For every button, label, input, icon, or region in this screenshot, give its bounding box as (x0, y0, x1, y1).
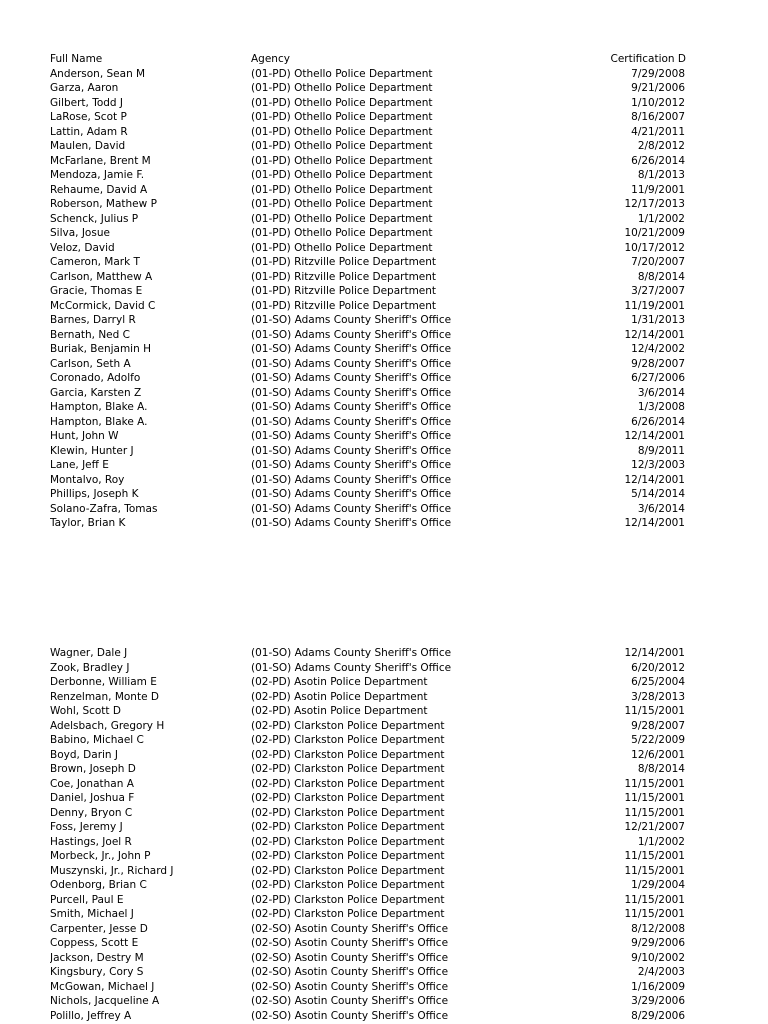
table-row (0, 704, 768, 719)
cell-certification-date: 1/1/2002 (637, 835, 685, 848)
cell-full-name: Kingsbury, Cory S (50, 966, 144, 978)
table-row (0, 400, 768, 415)
table-rows-bottom (0, 646, 768, 1023)
table-row (0, 719, 768, 734)
cell-agency: (01-SO) Adams County Sheriff's Office (251, 444, 452, 457)
table-row (0, 907, 768, 922)
cell-full-name: Buriak, Benjamin H (50, 343, 151, 355)
table-row (0, 342, 768, 357)
cell-full-name: Purcell, Paul E (50, 893, 124, 906)
cell-certification-date: 3/27/2007 (631, 285, 685, 297)
header-full-name: Full Name (50, 53, 103, 65)
cell-certification-date: 11/19/2001 (624, 299, 685, 312)
table-row (0, 516, 768, 531)
cell-agency: (01-PD) Othello Police Department (251, 96, 433, 109)
cell-agency: (01-PD) Othello Police Department (251, 82, 433, 94)
cell-certification-date: 1/3/2008 (637, 401, 685, 413)
cell-certification-date: 3/6/2014 (637, 386, 685, 399)
cell-agency: (02-PD) Clarkston Police Department (251, 864, 445, 877)
cell-agency: (01-PD) Othello Police Department (251, 67, 433, 80)
table-row (0, 415, 768, 430)
cell-certification-date: 2/8/2012 (637, 140, 685, 152)
table-row (0, 806, 768, 821)
table-row (0, 270, 768, 285)
table-row (0, 748, 768, 763)
table-row (0, 690, 768, 705)
cell-full-name: Phillips, Joseph K (50, 488, 139, 500)
cell-agency: (01-PD) Othello Police Department (251, 125, 433, 138)
cell-full-name: Adelsbach, Gregory H (50, 719, 165, 732)
cell-agency: (02-PD) Clarkston Police Department (251, 763, 445, 775)
cell-agency: (02-PD) Clarkston Police Department (251, 850, 445, 862)
cell-certification-date: 6/20/2012 (631, 661, 685, 674)
cell-certification-date: 1/16/2009 (631, 980, 685, 993)
header-row (0, 52, 768, 67)
cell-agency: (01-SO) Adams County Sheriff's Office (251, 401, 452, 413)
cell-full-name: Brown, Joseph D (50, 763, 136, 775)
cell-certification-date: 11/9/2001 (631, 183, 685, 196)
cell-certification-date: 7/29/2008 (631, 67, 685, 80)
cell-certification-date: 12/14/2001 (624, 328, 685, 341)
table-row (0, 168, 768, 183)
cell-agency: (01-SO) Adams County Sheriff's Office (251, 502, 452, 515)
cell-full-name: McFarlane, Brent M (50, 154, 151, 167)
cell-full-name: Smith, Michael J (50, 908, 134, 920)
cell-full-name: Jackson, Destry M (50, 951, 144, 964)
cell-certification-date: 11/15/2001 (624, 908, 685, 920)
cell-certification-date: 10/17/2012 (624, 241, 685, 254)
table-row (0, 96, 768, 111)
cell-agency: (02-PD) Clarkston Police Department (251, 719, 445, 732)
cell-certification-date: 1/29/2004 (631, 879, 685, 891)
table-row (0, 299, 768, 314)
cell-full-name: Denny, Bryon C (50, 806, 133, 819)
cell-full-name: Garza, Aaron (50, 82, 119, 94)
cell-agency: (01-SO) Adams County Sheriff's Office (251, 328, 452, 341)
table-row (0, 922, 768, 937)
cell-full-name: LaRose, Scot P (50, 111, 127, 123)
cell-full-name: Anderson, Sean M (50, 67, 146, 80)
cell-certification-date: 6/27/2006 (631, 372, 685, 384)
cell-full-name: Barnes, Darryl R (50, 314, 136, 326)
table-block-bottom (0, 646, 768, 1023)
cell-agency: (01-SO) Adams County Sheriff's Office (251, 517, 452, 529)
table-row (0, 458, 768, 473)
cell-agency: (01-PD) Ritzville Police Department (251, 256, 437, 268)
cell-full-name: Lane, Jeff E (50, 459, 109, 471)
cell-certification-date: 11/15/2001 (624, 864, 685, 877)
cell-agency: (01-SO) Adams County Sheriff's Office (251, 459, 452, 471)
cell-certification-date: 3/6/2014 (637, 502, 685, 515)
cell-agency: (02-PD) Clarkston Police Department (251, 835, 445, 848)
cell-certification-date: 12/14/2001 (624, 430, 685, 442)
cell-full-name: Gracie, Thomas E (50, 285, 143, 297)
table-row (0, 965, 768, 980)
cell-agency: (01-PD) Ritzville Police Department (251, 285, 437, 297)
cell-agency: (01-SO) Adams County Sheriff's Office (251, 357, 452, 370)
cell-full-name: McCormick, David C (50, 299, 156, 312)
cell-agency: (01-PD) Othello Police Department (251, 169, 433, 181)
cell-full-name: Muszynski, Jr., Richard J (50, 864, 174, 877)
table-row (0, 241, 768, 256)
cell-full-name: Coronado, Adolfo (50, 372, 141, 384)
cell-certification-date: 8/12/2008 (631, 922, 685, 935)
cell-agency: (01-SO) Adams County Sheriff's Office (251, 647, 452, 659)
cell-agency: (01-PD) Othello Police Department (251, 212, 433, 225)
cell-full-name: McGowan, Michael J (50, 980, 155, 993)
cell-full-name: Carlson, Seth A (50, 357, 131, 370)
cell-certification-date: 4/21/2011 (631, 125, 685, 138)
cell-full-name: Montalvo, Roy (50, 473, 125, 486)
cell-full-name: Zook, Bradley J (50, 661, 130, 674)
table-row (0, 154, 768, 169)
cell-certification-date: 8/8/2014 (637, 270, 685, 283)
cell-full-name: Klewin, Hunter J (50, 444, 134, 457)
table-row (0, 473, 768, 488)
table-rows-top (0, 67, 768, 531)
table-row (0, 980, 768, 995)
cell-agency: (01-PD) Othello Police Department (251, 154, 433, 167)
cell-certification-date: 8/8/2014 (637, 763, 685, 775)
cell-full-name: Coe, Jonathan A (50, 777, 134, 790)
table-row (0, 762, 768, 777)
table-row (0, 936, 768, 951)
cell-full-name: Silva, Josue (50, 227, 110, 239)
cell-full-name: Gilbert, Todd J (50, 96, 124, 109)
cell-agency: (01-PD) Othello Police Department (251, 227, 433, 239)
cell-agency: (01-PD) Othello Police Department (251, 183, 433, 196)
cell-agency: (01-SO) Adams County Sheriff's Office (251, 415, 452, 428)
cell-certification-date: 11/15/2001 (624, 777, 685, 790)
cell-full-name: Rehaume, David A (50, 183, 148, 196)
cell-agency: (02-PD) Clarkston Police Department (251, 748, 445, 761)
cell-certification-date: 11/15/2001 (624, 893, 685, 906)
table-row (0, 951, 768, 966)
cell-full-name: Babino, Michael C (50, 734, 144, 746)
cell-certification-date: 12/4/2002 (631, 343, 685, 355)
cell-full-name: Boyd, Darin J (50, 748, 119, 761)
cell-agency: (02-SO) Asotin County Sheriff's Office (251, 937, 449, 949)
cell-certification-date: 12/14/2001 (624, 647, 685, 659)
cell-certification-date: 5/14/2014 (631, 488, 685, 500)
table-row (0, 820, 768, 835)
header-agency: Agency (251, 53, 290, 65)
table-row (0, 994, 768, 1009)
cell-full-name: Odenborg, Brian C (50, 879, 147, 891)
cell-certification-date: 8/9/2011 (637, 444, 685, 457)
cell-agency: (01-SO) Adams County Sheriff's Office (251, 314, 452, 326)
cell-full-name: Mendoza, Jamie F. (50, 169, 145, 181)
cell-full-name: Lattin, Adam R (50, 125, 128, 138)
table-row (0, 849, 768, 864)
table-row (0, 864, 768, 879)
table-row (0, 386, 768, 401)
cell-agency: (02-SO) Asotin County Sheriff's Office (251, 995, 449, 1007)
table-row (0, 183, 768, 198)
table-row (0, 212, 768, 227)
cell-certification-date: 1/10/2012 (631, 96, 685, 109)
cell-agency: (02-SO) Asotin County Sheriff's Office (251, 980, 449, 993)
cell-agency: (02-PD) Asotin Police Department (251, 676, 428, 688)
table-row (0, 487, 768, 502)
cell-agency: (02-PD) Clarkston Police Department (251, 792, 445, 804)
table-block-top (0, 52, 768, 531)
cell-full-name: Nichols, Jacqueline A (50, 995, 160, 1007)
cell-full-name: Morbeck, Jr., John P (50, 850, 151, 862)
cell-agency: (02-PD) Clarkston Police Department (251, 777, 445, 790)
cell-certification-date: 12/14/2001 (624, 517, 685, 529)
cell-full-name: Wagner, Dale J (50, 647, 128, 659)
cell-certification-date: 11/15/2001 (624, 806, 685, 819)
cell-full-name: Derbonne, William E (50, 676, 157, 688)
cell-full-name: Renzelman, Monte D (50, 690, 159, 703)
cell-certification-date: 12/3/2003 (631, 459, 685, 471)
cell-certification-date: 12/6/2001 (631, 748, 685, 761)
table-row (0, 284, 768, 299)
cell-agency: (01-PD) Othello Police Department (251, 198, 433, 210)
cell-certification-date: 9/29/2006 (631, 937, 685, 949)
cell-agency: (02-PD) Clarkston Police Department (251, 879, 445, 891)
cell-full-name: Wohl, Scott D (50, 705, 121, 717)
table-row (0, 371, 768, 386)
cell-agency: (01-PD) Ritzville Police Department (251, 270, 437, 283)
table-row (0, 81, 768, 96)
cell-certification-date: 8/1/2013 (637, 169, 685, 181)
cell-certification-date: 6/25/2004 (631, 676, 685, 688)
cell-certification-date: 9/28/2007 (631, 719, 685, 732)
cell-full-name: Bernath, Ned C (50, 328, 130, 341)
cell-certification-date: 6/26/2014 (631, 415, 685, 428)
cell-certification-date: 9/28/2007 (631, 357, 685, 370)
cell-full-name: Cameron, Mark T (50, 256, 140, 268)
cell-full-name: Hampton, Blake A. (50, 401, 148, 413)
cell-agency: (01-SO) Adams County Sheriff's Office (251, 488, 452, 500)
table-row (0, 733, 768, 748)
table-row (0, 777, 768, 792)
table-row (0, 675, 768, 690)
cell-certification-date: 9/21/2006 (631, 82, 685, 94)
cell-full-name: Roberson, Mathew P (50, 198, 157, 210)
cell-agency: (02-PD) Clarkston Police Department (251, 893, 445, 906)
table-row (0, 313, 768, 328)
cell-certification-date: 5/22/2009 (631, 734, 685, 746)
cell-certification-date: 6/26/2014 (631, 154, 685, 167)
table-row (0, 835, 768, 850)
cell-full-name: Carlson, Matthew A (50, 270, 153, 283)
cell-agency: (02-SO) Asotin County Sheriff's Office (251, 966, 449, 978)
table-row (0, 67, 768, 82)
cell-agency: (02-SO) Asotin County Sheriff's Office (251, 951, 449, 964)
cell-certification-date: 11/15/2001 (624, 705, 685, 717)
cell-agency: (02-PD) Clarkston Police Department (251, 908, 445, 920)
table-row (0, 646, 768, 661)
cell-certification-date: 11/15/2001 (624, 850, 685, 862)
cell-certification-date: 12/17/2013 (624, 198, 685, 210)
table-row (0, 893, 768, 908)
cell-certification-date: 10/21/2009 (624, 227, 685, 239)
cell-full-name: Hastings, Joel R (50, 835, 132, 848)
table-row (0, 139, 768, 154)
cell-certification-date: 1/1/2002 (637, 212, 685, 225)
table-row (0, 444, 768, 459)
table-row (0, 110, 768, 125)
cell-full-name: Coppess, Scott E (50, 937, 139, 949)
table-row (0, 125, 768, 140)
cell-full-name: Hampton, Blake A. (50, 415, 148, 428)
cell-full-name: Hunt, John W (50, 430, 119, 442)
cell-agency: (01-PD) Othello Police Department (251, 241, 433, 254)
cell-agency: (02-PD) Clarkston Police Department (251, 734, 445, 746)
table-row (0, 226, 768, 241)
cell-agency: (02-PD) Asotin Police Department (251, 705, 428, 717)
cell-full-name: Veloz, David (50, 241, 115, 254)
cell-certification-date: 8/16/2007 (631, 111, 685, 123)
cell-certification-date: 7/20/2007 (631, 256, 685, 268)
table-row (0, 328, 768, 343)
cell-certification-date: 3/28/2013 (631, 690, 685, 703)
cell-agency: (01-SO) Adams County Sheriff's Office (251, 386, 452, 399)
cell-certification-date: 8/29/2006 (631, 1009, 685, 1022)
cell-agency: (02-SO) Asotin County Sheriff's Office (251, 1009, 449, 1022)
cell-agency: (01-PD) Othello Police Department (251, 140, 433, 152)
cell-certification-date: 12/21/2007 (624, 821, 685, 833)
cell-certification-date: 12/14/2001 (624, 473, 685, 486)
cell-agency: (02-SO) Asotin County Sheriff's Office (251, 922, 449, 935)
cell-agency: (02-PD) Asotin Police Department (251, 690, 428, 703)
cell-agency: (02-PD) Clarkston Police Department (251, 806, 445, 819)
cell-full-name: Schenck, Julius P (50, 212, 139, 225)
cell-certification-date: 9/10/2002 (631, 951, 685, 964)
cell-full-name: Polillo, Jeffrey A (50, 1009, 132, 1022)
cell-certification-date: 2/4/2003 (637, 966, 685, 978)
table-row (0, 661, 768, 676)
table-row (0, 197, 768, 212)
cell-certification-date: 1/31/2013 (631, 314, 685, 326)
cell-agency: (01-SO) Adams County Sheriff's Office (251, 473, 452, 486)
cell-agency: (02-PD) Clarkston Police Department (251, 821, 445, 833)
cell-full-name: Foss, Jeremy J (50, 821, 123, 833)
table-row (0, 791, 768, 806)
cell-full-name: Carpenter, Jesse D (50, 922, 148, 935)
cell-certification-date: 3/29/2006 (631, 995, 685, 1007)
cell-agency: (01-PD) Ritzville Police Department (251, 299, 437, 312)
table-row (0, 1009, 768, 1024)
table-row (0, 357, 768, 372)
header-certification-date: Certification D (610, 53, 686, 65)
cell-full-name: Garcia, Karsten Z (50, 386, 142, 399)
cell-certification-date: 11/15/2001 (624, 792, 685, 804)
cell-full-name: Taylor, Brian K (50, 517, 126, 529)
cell-agency: (01-SO) Adams County Sheriff's Office (251, 372, 452, 384)
table-row (0, 429, 768, 444)
table-row (0, 502, 768, 517)
cell-agency: (01-PD) Othello Police Department (251, 111, 433, 123)
cell-full-name: Solano-Zafra, Tomas (50, 502, 158, 515)
cell-agency: (01-SO) Adams County Sheriff's Office (251, 661, 452, 674)
table-row (0, 255, 768, 270)
cell-full-name: Daniel, Joshua F (50, 792, 135, 804)
cell-agency: (01-SO) Adams County Sheriff's Office (251, 430, 452, 442)
cell-agency: (01-SO) Adams County Sheriff's Office (251, 343, 452, 355)
cell-full-name: Maulen, David (50, 140, 126, 152)
table-row (0, 878, 768, 893)
